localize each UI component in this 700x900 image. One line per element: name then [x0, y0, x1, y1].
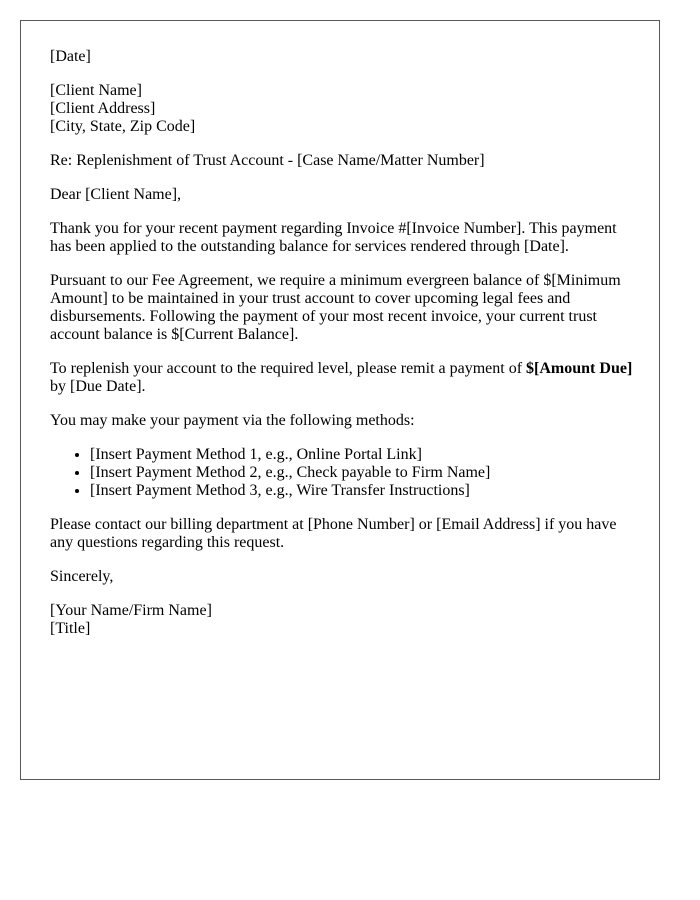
recipient-city-state-zip: [City, State, Zip Code]	[50, 118, 196, 135]
recipient-address: [Client Address]	[50, 100, 156, 117]
closing: Sincerely,	[50, 568, 114, 585]
payment-methods-list	[50, 446, 640, 500]
recipient-name: [Client Name]	[50, 82, 142, 99]
letter-date: [Date]	[50, 48, 91, 65]
signature-block	[50, 602, 640, 638]
subject-line: Re: Replenishment of Trust Account - [Case Name/Matter Number]	[50, 152, 485, 169]
contact-paragraph: Please contact our billing department at [Phone Number] or [Email Address] if you have any questions regarding this request.	[50, 516, 617, 551]
replenish-prefix: To replenish your account to the required level, please remit a payment of	[50, 360, 527, 377]
replenish-paragraph	[50, 360, 640, 396]
payment-method-item: • [Insert Payment Method 2, e.g., Check payable to Firm Name]	[90, 464, 640, 482]
payment-received-paragraph: Thank you for your recent payment regarding Invoice #[Invoice Number]. This payment has been applied to the outstanding balance for services rendered through [Date].	[50, 220, 617, 255]
recipient-block	[50, 82, 640, 136]
payment-method-item: • [Insert Payment Method 3, e.g., Wire Transfer Instructions]	[90, 482, 640, 500]
signature-title: [Title]	[50, 620, 91, 637]
amount-due: $[Amount Due]	[526, 360, 633, 377]
fee-agreement-paragraph: Pursuant to our Fee Agreement, we require a minimum evergreen balance of $[Minimum Amount] to be maintained in your trust account to cover upcoming legal fees and disbursements. Following the payment of your most recent invoice, your current trust account balance is $[Current Balance].	[50, 272, 621, 343]
payment-method-item: • [Insert Payment Method 1, e.g., Online Portal Link]	[90, 446, 640, 464]
letter-body	[50, 48, 640, 654]
letter-page	[20, 20, 660, 780]
salutation: Dear [Client Name],	[50, 186, 182, 203]
replenish-suffix: by [Due Date].	[50, 378, 146, 395]
payment-methods-intro: You may make your payment via the following methods:	[50, 412, 415, 429]
signature-name: [Your Name/Firm Name]	[50, 602, 212, 619]
